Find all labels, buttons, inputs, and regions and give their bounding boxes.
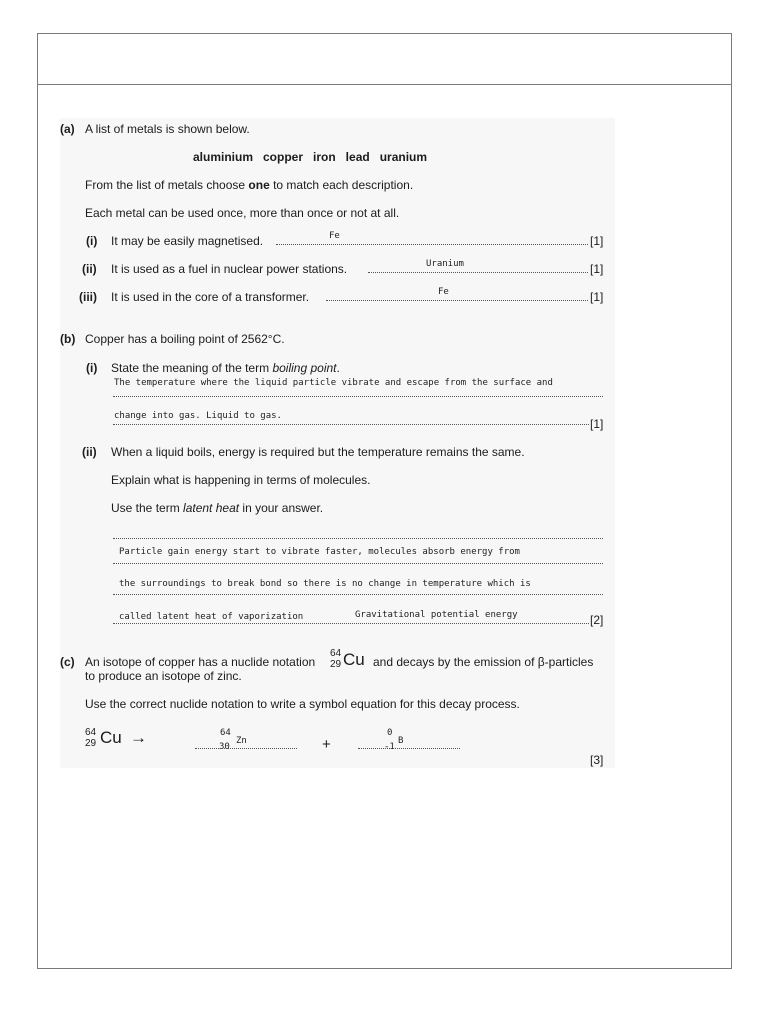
item-ii-mark: [1]: [590, 262, 604, 276]
zn-mass-number: 64: [220, 728, 231, 738]
instruction-1-bold: one: [248, 178, 270, 192]
b-ii-answer-rule-4[interactable]: [113, 623, 589, 624]
instruction-1-tail: to match each description.: [269, 178, 414, 192]
item-ii-text: It is used as a fuel in nuclear power stations.: [111, 262, 348, 276]
cu-mass-number: 64: [330, 648, 342, 659]
zn-answer-line[interactable]: [195, 748, 297, 749]
item-iii-mark: [1]: [590, 290, 604, 304]
b-ii-use-text: Use the term: [111, 501, 184, 515]
beta-mass-number: 0: [387, 728, 393, 738]
part-a-label: (a): [60, 122, 75, 136]
item-i-mark: [1]: [590, 234, 604, 248]
beta-answer-line[interactable]: [358, 748, 460, 749]
b-ii-answer-line-2: the surroundings to break bond so there is no change in temperature which is: [119, 579, 531, 589]
item-i-answer-line[interactable]: [276, 244, 588, 245]
item-ii-answer-line[interactable]: [368, 272, 588, 273]
b-i-question-end: .: [336, 361, 340, 375]
eq-cu-symbol: Cu: [100, 728, 122, 747]
item-i-number: (i): [86, 234, 98, 248]
b-i-answer-line-1: The temperature where the liquid particle vibrate and escape from the surface and: [114, 378, 553, 388]
b-ii-use-term: [111, 501, 323, 515]
b-i-number: (i): [86, 361, 98, 375]
b-ii-answer-line-3-extra: Gravitational potential energy: [355, 610, 518, 620]
item-iii-text: It is used in the core of a transformer.: [111, 290, 310, 304]
item-i-answer: Fe: [329, 231, 340, 241]
b-i-answer-rule-2[interactable]: [113, 424, 589, 425]
b-ii-answer-rule-1[interactable]: [113, 538, 603, 539]
b-i-term: boiling point: [272, 361, 337, 375]
metal-list: aluminium copper iron lead uranium: [193, 150, 428, 164]
item-iii-number: (iii): [79, 290, 97, 304]
item-iii-answer-line[interactable]: [326, 300, 588, 301]
b-i-question: [111, 361, 340, 375]
part-c-text-1: An isotope of copper has a nuclide notation: [85, 655, 316, 669]
part-c-label: (c): [60, 655, 75, 669]
b-ii-mark: [2]: [590, 613, 604, 627]
b-ii-answer-line-3: called latent heat of vaporization: [119, 612, 304, 622]
b-ii-answer-rule-2[interactable]: [113, 563, 603, 564]
b-ii-explain: Explain what is happening in terms of molecules.: [111, 473, 371, 487]
b-i-question-text: State the meaning of the term: [111, 361, 273, 375]
cu-atomic-number: 29: [330, 659, 342, 670]
part-c-mark: [3]: [590, 753, 604, 767]
item-ii-answer: Uranium: [426, 259, 464, 269]
header-divider: [37, 84, 732, 85]
cu-symbol: Cu: [343, 650, 365, 669]
b-ii-answer-line-1: Particle gain energy start to vibrate faster, molecules absorb energy from: [119, 547, 520, 557]
b-ii-use-end: in your answer.: [239, 501, 324, 515]
plus-sign: +: [322, 736, 331, 753]
part-c-text-1-tail: and decays by the emission of β-particles: [373, 655, 594, 669]
item-iii-answer: Fe: [438, 287, 449, 297]
instruction-1-text: From the list of metals choose: [85, 178, 249, 192]
part-a-intro: A list of metals is shown below.: [85, 122, 250, 136]
b-ii-question: When a liquid boils, energy is required but the temperature remains the same.: [111, 445, 525, 459]
part-b-label: (b): [60, 332, 76, 346]
eq-cu-mass-number: 64: [85, 727, 97, 738]
b-ii-term: latent heat: [183, 501, 240, 515]
b-i-answer-rule-1[interactable]: [113, 396, 603, 397]
b-i-answer-line-2: change into gas. Liquid to gas.: [114, 411, 282, 421]
item-ii-number: (ii): [82, 262, 97, 276]
part-c-instruction: Use the correct nuclide notation to write a symbol equation for this decay process.: [85, 697, 520, 711]
eq-cu-atomic-number: 29: [85, 738, 97, 749]
part-a-instruction-1: [85, 178, 413, 192]
zn-atomic-number: 30: [219, 742, 230, 752]
part-b-intro: Copper has a boiling point of 2562°C.: [85, 332, 285, 346]
beta-symbol: B: [398, 736, 404, 746]
b-i-mark: [1]: [590, 417, 604, 431]
b-ii-answer-rule-3[interactable]: [113, 594, 603, 595]
item-i-text: It may be easily magnetised.: [111, 234, 264, 248]
part-a-instruction-2: Each metal can be used once, more than once or not at all.: [85, 206, 400, 220]
b-ii-number: (ii): [82, 445, 97, 459]
part-c-text-2: to produce an isotope of zinc.: [85, 669, 242, 683]
beta-atomic-number: -1: [384, 742, 395, 752]
zn-symbol: Zn: [236, 736, 247, 746]
reaction-arrow: →: [130, 728, 147, 747]
